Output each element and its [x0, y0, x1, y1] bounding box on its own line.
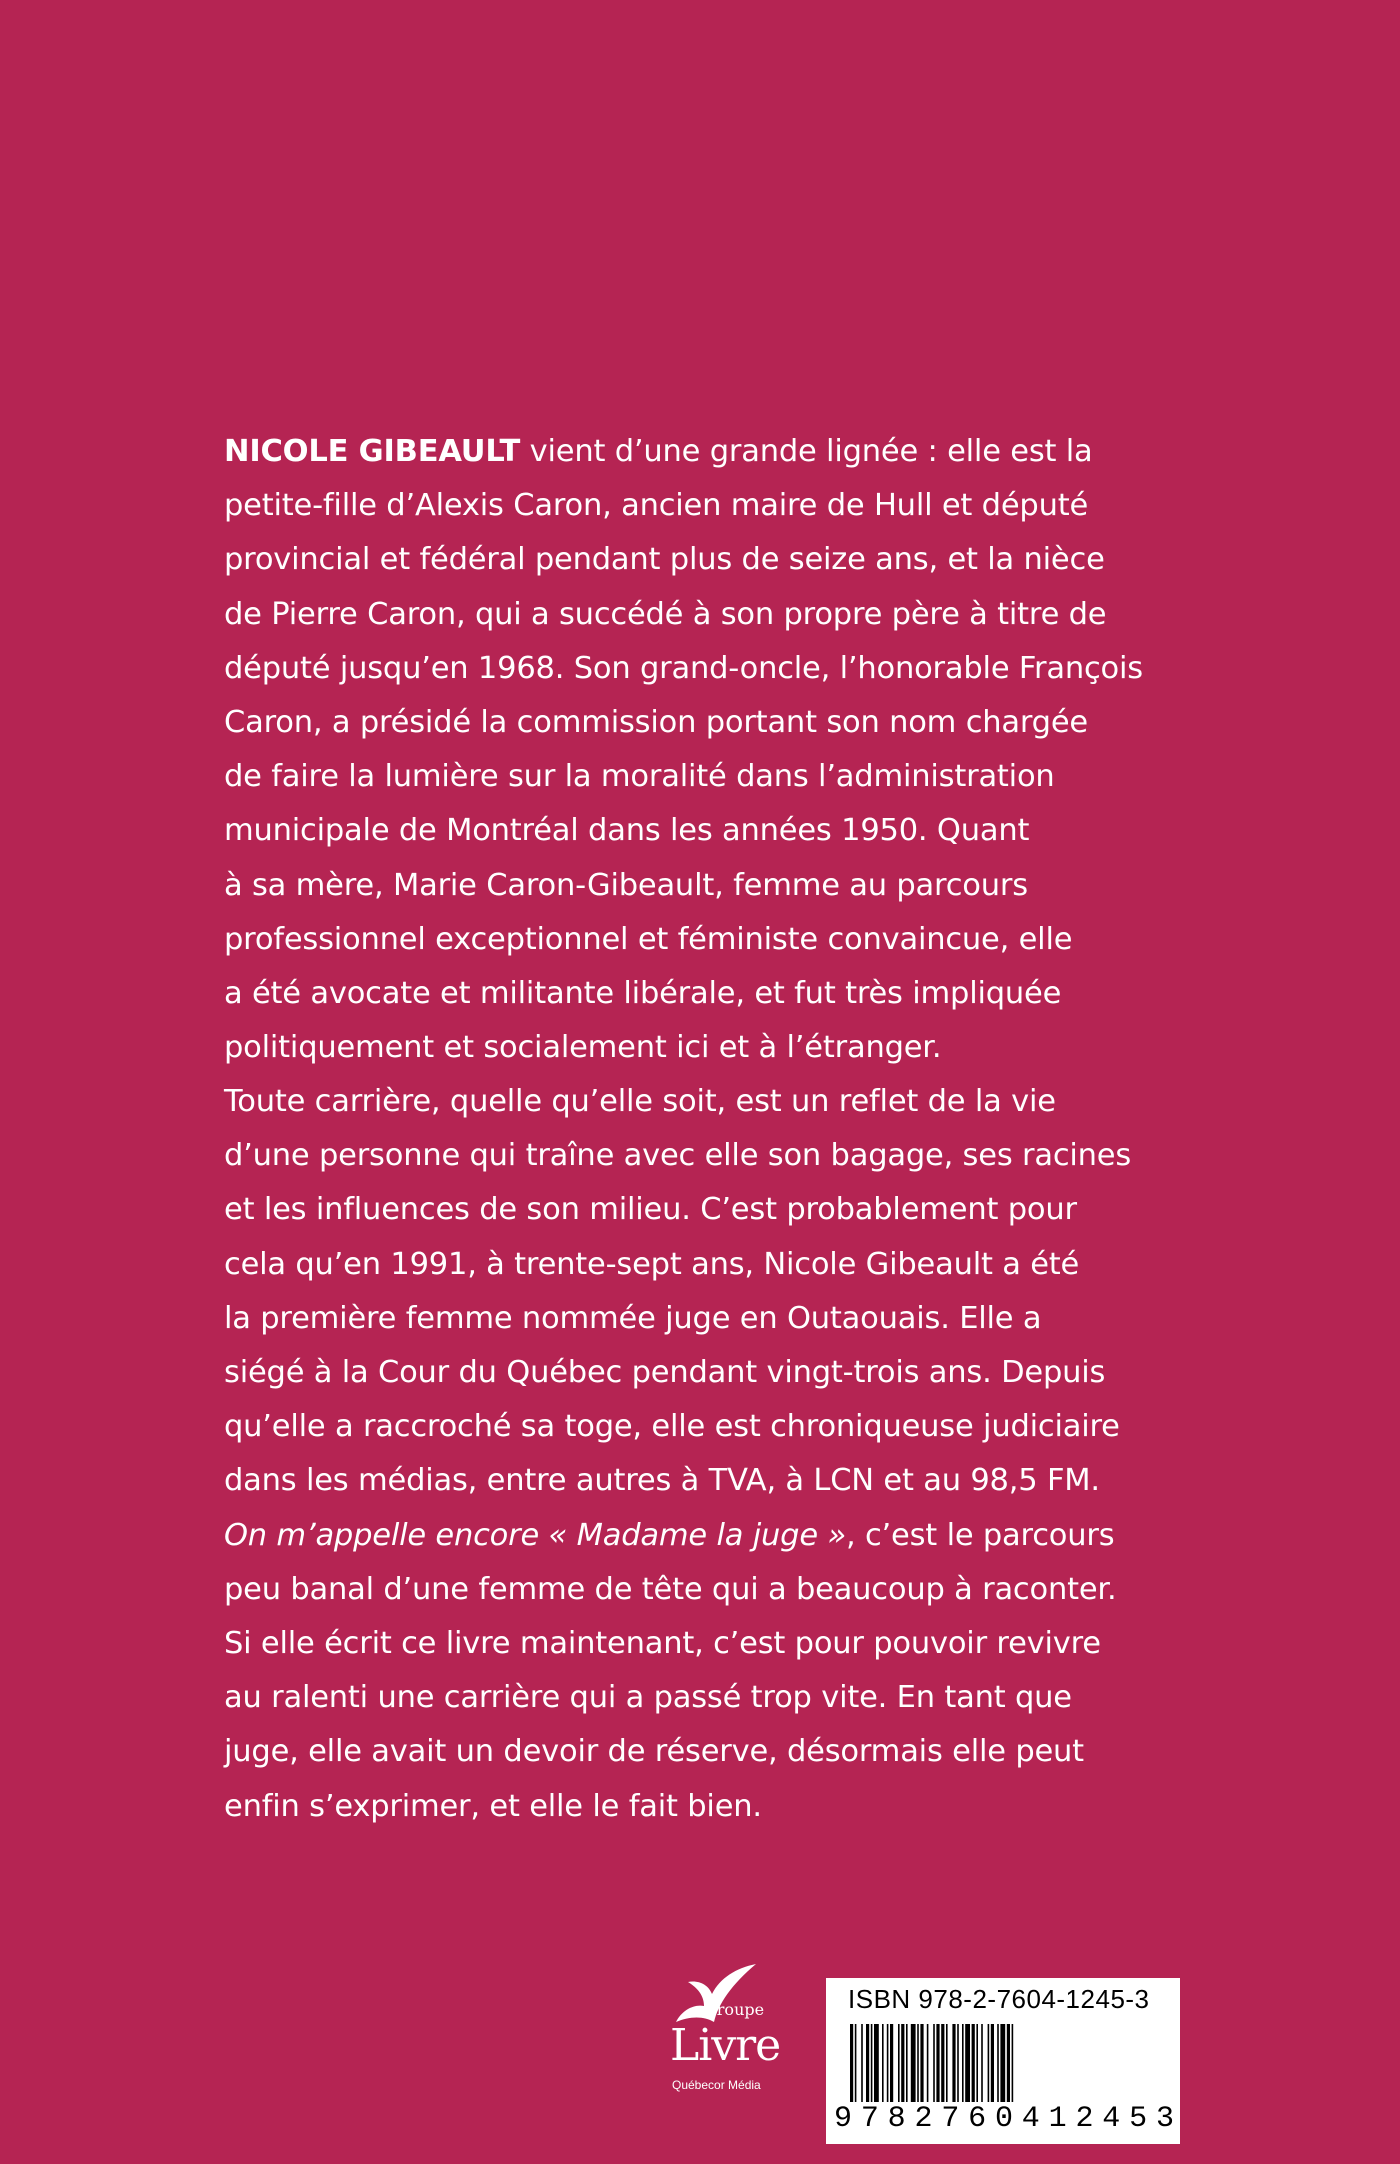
bio-line: de faire la lumière sur la moralité dans l’administration [224, 759, 1055, 795]
barcode-bar [1007, 2024, 1010, 2102]
barcode-digit: 4 [1021, 2102, 1040, 2136]
barcode-bar [988, 2024, 990, 2102]
bio-line: député jusqu’en 1968. Son grand-oncle, l’honorable François [224, 650, 1143, 686]
barcode-bar [871, 2024, 873, 2102]
bio-line: NICOLE GIBEAULT vient d’une grande lignée : elle est la [224, 434, 1093, 469]
career-line: au ralenti une carrière qui a passé trop vite. En tant que [224, 1680, 1072, 1716]
publisher-logo [640, 1960, 790, 2110]
barcode-bar [927, 2024, 929, 2102]
career-line: peu banal d’une femme de tête qui a beaucoup à raconter. [224, 1571, 1117, 1607]
logo-livre-text: Livre [670, 2020, 781, 2071]
career-line: la première femme nommée juge en Outaouais. Elle a [224, 1300, 1042, 1336]
barcode-digit: 9 [834, 2102, 853, 2136]
barcode-digit: 6 [968, 2102, 987, 2136]
career-line: On m’appelle encore « Madame la juge », c’est le parcours [224, 1517, 1115, 1553]
barcode-bar [991, 2024, 994, 2102]
barcode-bar [965, 2024, 970, 2102]
bio-line: petite-fille d’Alexis Caron, ancien maire de Hull et député [224, 488, 1089, 524]
barcode-bar [906, 2024, 908, 2102]
barcode-bar [901, 2024, 904, 2102]
barcode-bar [976, 2024, 978, 2102]
barcode-bar [946, 2024, 948, 2102]
barcode-digit: 7 [860, 2102, 879, 2136]
career-line: Si elle écrit ce livre maintenant, c’est pour pouvoir revivre [224, 1626, 1101, 1662]
barcode-bar [882, 2024, 884, 2102]
author-name: NICOLE GIBEAULT [224, 434, 521, 469]
career-line: d’une personne qui traîne avec elle son bagage, ses racines [224, 1138, 1132, 1174]
barcode-bar [850, 2024, 853, 2102]
book-title: On m’appelle encore « Madame la juge » [224, 1517, 846, 1553]
barcode-bar [936, 2024, 939, 2102]
barcode-bar [1012, 2024, 1014, 2102]
barcode-digits [834, 2102, 1174, 2136]
isbn-label: ISBN 978-2-7604-1245-3 [848, 1984, 1150, 2014]
barcode-bar [933, 2024, 935, 2102]
barcode-digit: 2 [914, 2102, 933, 2136]
barcode-bar [890, 2024, 893, 2102]
barcode-bar [972, 2024, 975, 2102]
career-line: juge, elle avait un devoir de réserve, désormais elle peut [224, 1734, 1084, 1770]
career-line: Toute carrière, quelle qu’elle soit, est un reflet de la vie [224, 1084, 1056, 1119]
bio-line: a été avocate et militante libérale, et fut très impliquée [224, 976, 1062, 1012]
barcode-bar [855, 2024, 857, 2102]
barcode-bar [898, 2024, 900, 2102]
barcode-digit: 8 [887, 2102, 906, 2136]
career-line: cela qu’en 1991, à trente-sept ans, Nicole Gibeault a été [224, 1246, 1080, 1282]
logo-media-text: Québecor Média [672, 2078, 761, 2092]
barcode-bar [952, 2024, 955, 2102]
barcode-digit: 3 [1155, 2102, 1174, 2136]
barcode-bar [1000, 2024, 1005, 2102]
barcode-bar [981, 2024, 983, 2102]
barcode-bar [874, 2024, 879, 2102]
bio-line: politiquement et socialement ici et à l’étranger. [224, 1030, 942, 1066]
barcode-bar [866, 2024, 869, 2102]
bio-line: municipale de Montréal dans les années 1950. Quant [224, 813, 1030, 849]
barcode-bar [962, 2024, 964, 2102]
author-bio-paragraph [224, 425, 1184, 1075]
bio-line: à sa mère, Marie Caron-Gibeault, femme au parcours [224, 867, 1028, 903]
barcode-bar [941, 2024, 944, 2102]
logo-groupe-text: Groupe [704, 2000, 765, 2019]
barcode-digit: 4 [1102, 2102, 1121, 2136]
bio-line: professionnel exceptionnel et féministe convaincue, elle [224, 921, 1073, 957]
career-line: siégé à la Cour du Québec pendant vingt-trois ans. Depuis [224, 1355, 1106, 1391]
barcode-digit: 5 [1129, 2102, 1148, 2136]
bio-line: Caron, a présidé la commission portant son nom chargée [224, 705, 1088, 741]
barcode-bar [887, 2024, 889, 2102]
career-line: dans les médias, entre autres à TVA, à LCN et au 98,5 FM. [224, 1463, 1100, 1499]
career-line: enfin s’exprimer, et elle le fait bien. [224, 1788, 762, 1824]
barcode-bar [997, 2024, 999, 2102]
barcode-digit: 7 [941, 2102, 960, 2136]
career-paragraph [224, 1075, 1184, 1834]
barcode-digit: 1 [1048, 2102, 1067, 2136]
bio-line: de Pierre Caron, qui a succédé à son propre père à titre de [224, 596, 1107, 632]
barcode-digit: 0 [994, 2102, 1013, 2136]
isbn-barcode [826, 1978, 1180, 2144]
barcode-bar [917, 2024, 919, 2102]
barcode-digit: 2 [1075, 2102, 1094, 2136]
barcode-bar [911, 2024, 916, 2102]
career-line: qu’elle a raccroché sa toge, elle est chroniqueuse judiciaire [224, 1409, 1120, 1445]
barcode-bar [920, 2024, 923, 2102]
career-line: et les influences de son milieu. C’est probablement pour [224, 1192, 1077, 1228]
barcode-bar [861, 2024, 863, 2102]
barcode-bar [957, 2024, 959, 2102]
bio-line: provincial et fédéral pendant plus de seize ans, et la nièce [224, 542, 1105, 578]
